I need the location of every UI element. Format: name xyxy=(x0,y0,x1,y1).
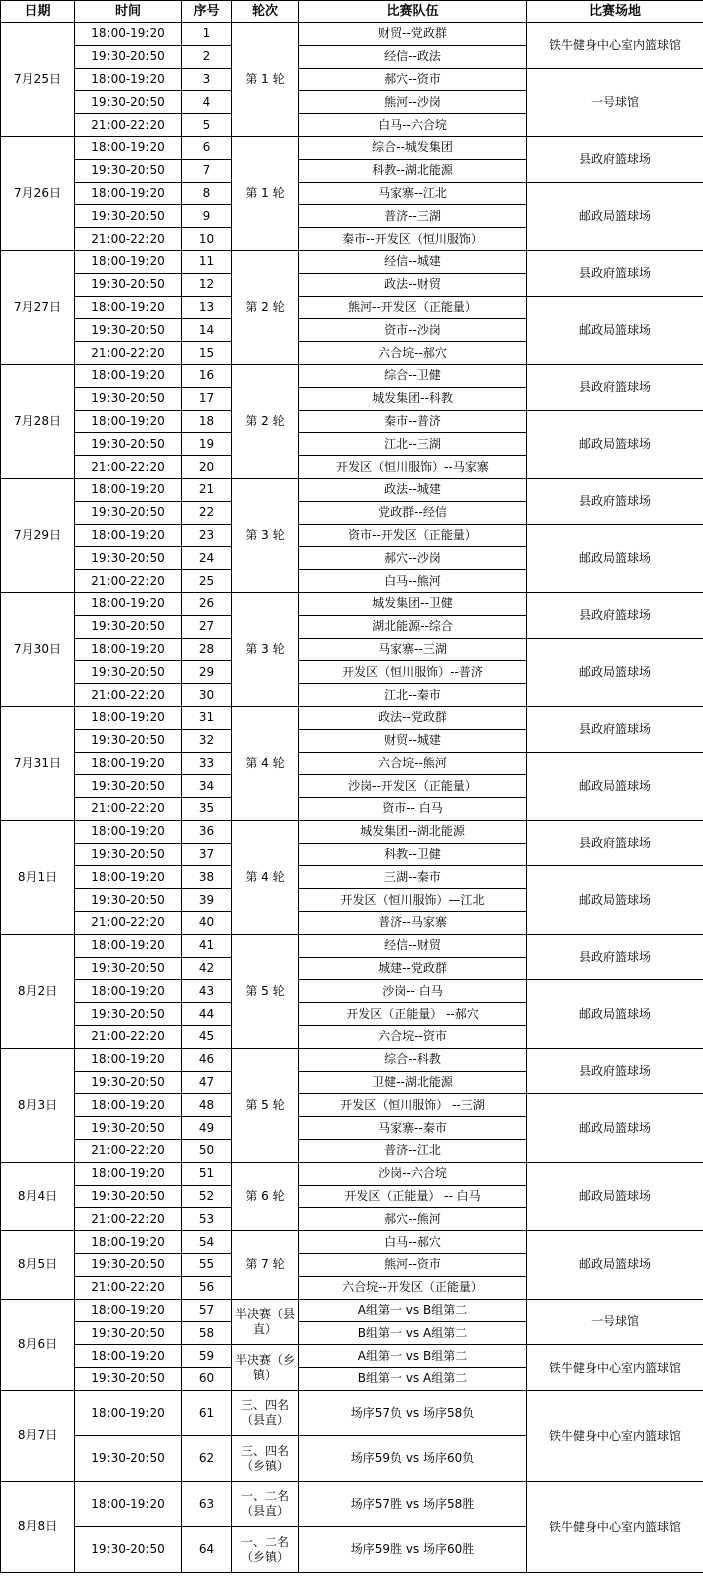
time-cell: 18:00-19:20 xyxy=(75,592,182,615)
round-cell: 第 4 轮 xyxy=(232,706,299,820)
time-cell: 19:30-20:50 xyxy=(75,1003,182,1026)
time-cell: 18:00-19:20 xyxy=(75,752,182,775)
time-cell: 21:00-22:20 xyxy=(75,684,182,707)
time-cell: 19:30-20:50 xyxy=(75,159,182,182)
time-cell: 19:30-20:50 xyxy=(75,1254,182,1277)
number-cell: 5 xyxy=(182,114,232,137)
number-cell: 41 xyxy=(182,934,232,957)
time-cell: 19:30-20:50 xyxy=(75,729,182,752)
teams-cell: 六合垸--开发区（正能量） xyxy=(299,1276,527,1299)
teams-cell: 熊河--开发区（正能量） xyxy=(299,296,527,319)
table-row xyxy=(1,1390,703,1436)
round-cell: 第 3 轮 xyxy=(232,478,299,592)
teams-cell: 政法--城建 xyxy=(299,478,527,501)
time-cell: 19:30-20:50 xyxy=(75,889,182,912)
number-cell: 47 xyxy=(182,1071,232,1094)
time-cell: 19:30-20:50 xyxy=(75,1322,182,1345)
venue-cell: 县政府篮球场 xyxy=(527,1048,703,1094)
date-cell: 7月26日 xyxy=(1,136,75,250)
number-cell: 11 xyxy=(182,250,232,273)
table-row xyxy=(1,820,703,843)
teams-cell: 开发区（正能量） -- 白马 xyxy=(299,1185,527,1208)
teams-cell: 江北--三湖 xyxy=(299,433,527,456)
venue-cell: 邮政局篮球场 xyxy=(527,866,703,934)
time-cell: 18:00-19:20 xyxy=(75,1390,182,1436)
time-cell: 19:30-20:50 xyxy=(75,273,182,296)
time-cell: 18:00-19:20 xyxy=(75,1048,182,1071)
venue-cell: 邮政局篮球场 xyxy=(527,1094,703,1162)
header-date: 日期 xyxy=(1,1,75,23)
round-cell: 第 5 轮 xyxy=(232,934,299,1048)
venue-cell: 一号球馆 xyxy=(527,1299,703,1345)
date-cell: 7月31日 xyxy=(1,706,75,820)
table-row xyxy=(1,478,703,501)
round-cell: 第 4 轮 xyxy=(232,820,299,934)
teams-cell: 资市-- 白马 xyxy=(299,798,527,821)
number-cell: 26 xyxy=(182,592,232,615)
venue-cell: 邮政局篮球场 xyxy=(527,1162,703,1230)
round-cell: 三、四名（县直） xyxy=(232,1390,299,1436)
number-cell: 19 xyxy=(182,433,232,456)
teams-cell: A组第一 vs B组第二 xyxy=(299,1345,527,1368)
time-cell: 21:00-22:20 xyxy=(75,1140,182,1163)
table-row xyxy=(1,182,703,205)
header-time: 时间 xyxy=(75,1,182,23)
venue-cell: 县政府篮球场 xyxy=(527,364,703,410)
date-cell: 8月2日 xyxy=(1,934,75,1048)
teams-cell: 政法--党政群 xyxy=(299,706,527,729)
teams-cell: 经信--政法 xyxy=(299,45,527,68)
venue-cell: 邮政局篮球场 xyxy=(527,410,703,478)
time-cell: 19:30-20:50 xyxy=(75,205,182,228)
teams-cell: 江北--秦市 xyxy=(299,684,527,707)
teams-cell: B组第一 vs A组第二 xyxy=(299,1368,527,1391)
time-cell: 19:30-20:50 xyxy=(75,843,182,866)
time-cell: 21:00-22:20 xyxy=(75,570,182,593)
teams-cell: 湖北能源--综合 xyxy=(299,615,527,638)
number-cell: 15 xyxy=(182,342,232,365)
round-cell: 半决赛（乡镇） xyxy=(232,1345,299,1391)
venue-cell: 邮政局篮球场 xyxy=(527,638,703,706)
table-row xyxy=(1,706,703,729)
teams-cell: 六合垸--熊河 xyxy=(299,752,527,775)
round-cell: 一、二名（县直） xyxy=(232,1481,299,1527)
teams-cell: 城发集团--卫健 xyxy=(299,592,527,615)
venue-cell: 铁牛健身中心室内篮球馆 xyxy=(527,1481,703,1572)
time-cell: 18:00-19:20 xyxy=(75,980,182,1003)
number-cell: 30 xyxy=(182,684,232,707)
number-cell: 3 xyxy=(182,68,232,91)
time-cell: 18:00-19:20 xyxy=(75,638,182,661)
time-cell: 18:00-19:20 xyxy=(75,364,182,387)
number-cell: 52 xyxy=(182,1185,232,1208)
teams-cell: 开发区（恒川服饰） --三湖 xyxy=(299,1094,527,1117)
number-cell: 10 xyxy=(182,228,232,251)
round-cell: 第 7 轮 xyxy=(232,1231,299,1299)
table-row xyxy=(1,638,703,661)
number-cell: 50 xyxy=(182,1140,232,1163)
number-cell: 58 xyxy=(182,1322,232,1345)
time-cell: 18:00-19:20 xyxy=(75,1481,182,1527)
venue-cell: 铁牛健身中心室内篮球馆 xyxy=(527,1390,703,1481)
number-cell: 24 xyxy=(182,547,232,570)
number-cell: 28 xyxy=(182,638,232,661)
date-cell: 8月6日 xyxy=(1,1299,75,1390)
teams-cell: 熊河--资市 xyxy=(299,1254,527,1277)
teams-cell: 秦市--普济 xyxy=(299,410,527,433)
number-cell: 55 xyxy=(182,1254,232,1277)
time-cell: 18:00-19:20 xyxy=(75,1299,182,1322)
time-cell: 19:30-20:50 xyxy=(75,387,182,410)
teams-cell: 马家寨--江北 xyxy=(299,182,527,205)
round-cell: 一、二名（乡镇） xyxy=(232,1527,299,1573)
number-cell: 18 xyxy=(182,410,232,433)
number-cell: 34 xyxy=(182,775,232,798)
time-cell: 19:30-20:50 xyxy=(75,1071,182,1094)
time-cell: 19:30-20:50 xyxy=(75,1368,182,1391)
time-cell: 18:00-19:20 xyxy=(75,410,182,433)
number-cell: 1 xyxy=(182,23,232,46)
number-cell: 6 xyxy=(182,136,232,159)
date-cell: 8月3日 xyxy=(1,1048,75,1162)
number-cell: 48 xyxy=(182,1094,232,1117)
number-cell: 63 xyxy=(182,1481,232,1527)
table-row xyxy=(1,1481,703,1527)
number-cell: 39 xyxy=(182,889,232,912)
number-cell: 29 xyxy=(182,661,232,684)
teams-cell: 开发区（恒川服饰）—江北 xyxy=(299,889,527,912)
number-cell: 38 xyxy=(182,866,232,889)
table-row xyxy=(1,592,703,615)
number-cell: 51 xyxy=(182,1162,232,1185)
number-cell: 2 xyxy=(182,45,232,68)
table-row xyxy=(1,136,703,159)
number-cell: 43 xyxy=(182,980,232,1003)
venue-cell: 县政府篮球场 xyxy=(527,706,703,752)
table-row xyxy=(1,980,703,1003)
teams-cell: 马家寨--秦市 xyxy=(299,1117,527,1140)
teams-cell: 开发区（正能量） --郝穴 xyxy=(299,1003,527,1026)
time-cell: 21:00-22:20 xyxy=(75,456,182,479)
table-row xyxy=(1,1162,703,1185)
teams-cell: 城建--党政群 xyxy=(299,957,527,980)
teams-cell: 政法--财贸 xyxy=(299,273,527,296)
number-cell: 16 xyxy=(182,364,232,387)
number-cell: 12 xyxy=(182,273,232,296)
time-cell: 19:30-20:50 xyxy=(75,1185,182,1208)
time-cell: 19:30-20:50 xyxy=(75,1436,182,1482)
table-row xyxy=(1,1345,703,1368)
teams-cell: 资市--沙岗 xyxy=(299,319,527,342)
time-cell: 18:00-19:20 xyxy=(75,68,182,91)
teams-cell: 科教--湖北能源 xyxy=(299,159,527,182)
teams-cell: 熊河--沙岗 xyxy=(299,91,527,114)
round-cell: 第 5 轮 xyxy=(232,1048,299,1162)
table-row xyxy=(1,364,703,387)
venue-cell: 县政府篮球场 xyxy=(527,592,703,638)
number-cell: 27 xyxy=(182,615,232,638)
number-cell: 56 xyxy=(182,1276,232,1299)
table-row xyxy=(1,1231,703,1254)
teams-cell: 财贸--党政群 xyxy=(299,23,527,46)
teams-cell: 场序59胜 vs 场序60胜 xyxy=(299,1527,527,1573)
number-cell: 17 xyxy=(182,387,232,410)
date-cell: 7月30日 xyxy=(1,592,75,706)
teams-cell: 科教--卫健 xyxy=(299,843,527,866)
number-cell: 23 xyxy=(182,524,232,547)
venue-cell: 县政府篮球场 xyxy=(527,250,703,296)
table-row xyxy=(1,250,703,273)
time-cell: 19:30-20:50 xyxy=(75,45,182,68)
venue-cell: 一号球馆 xyxy=(527,68,703,136)
teams-cell: 财贸--城建 xyxy=(299,729,527,752)
time-cell: 21:00-22:20 xyxy=(75,798,182,821)
teams-cell: 场序57负 vs 场序58负 xyxy=(299,1390,527,1436)
teams-cell: 郝穴--资市 xyxy=(299,68,527,91)
number-cell: 33 xyxy=(182,752,232,775)
teams-cell: 卫健--湖北能源 xyxy=(299,1071,527,1094)
header-number: 序号 xyxy=(182,1,232,23)
number-cell: 31 xyxy=(182,706,232,729)
table-row xyxy=(1,1299,703,1322)
number-cell: 49 xyxy=(182,1117,232,1140)
venue-cell: 县政府篮球场 xyxy=(527,934,703,980)
time-cell: 19:30-20:50 xyxy=(75,957,182,980)
number-cell: 36 xyxy=(182,820,232,843)
teams-cell: 白马--郝穴 xyxy=(299,1231,527,1254)
teams-cell: 经信--城建 xyxy=(299,250,527,273)
number-cell: 53 xyxy=(182,1208,232,1231)
time-cell: 18:00-19:20 xyxy=(75,1162,182,1185)
table-row xyxy=(1,1048,703,1071)
table-row xyxy=(1,296,703,319)
time-cell: 18:00-19:20 xyxy=(75,524,182,547)
time-cell: 18:00-19:20 xyxy=(75,296,182,319)
teams-cell: 白马--熊河 xyxy=(299,570,527,593)
teams-cell: 普济--马家寨 xyxy=(299,912,527,935)
date-cell: 8月8日 xyxy=(1,1481,75,1572)
venue-cell: 邮政局篮球场 xyxy=(527,524,703,592)
table-row xyxy=(1,68,703,91)
table-row xyxy=(1,752,703,775)
teams-cell: B组第一 vs A组第二 xyxy=(299,1322,527,1345)
date-cell: 7月29日 xyxy=(1,478,75,592)
number-cell: 20 xyxy=(182,456,232,479)
time-cell: 18:00-19:20 xyxy=(75,706,182,729)
time-cell: 18:00-19:20 xyxy=(75,182,182,205)
time-cell: 18:00-19:20 xyxy=(75,1345,182,1368)
round-cell: 三、四名（乡镇） xyxy=(232,1436,299,1482)
teams-cell: 开发区（恒川服饰）--普济 xyxy=(299,661,527,684)
time-cell: 19:30-20:50 xyxy=(75,547,182,570)
number-cell: 45 xyxy=(182,1026,232,1049)
teams-cell: 郝穴--沙岗 xyxy=(299,547,527,570)
time-cell: 21:00-22:20 xyxy=(75,1276,182,1299)
number-cell: 60 xyxy=(182,1368,232,1391)
teams-cell: 场序57胜 vs 场序58胜 xyxy=(299,1481,527,1527)
teams-cell: 资市--开发区（正能量） xyxy=(299,524,527,547)
time-cell: 19:30-20:50 xyxy=(75,661,182,684)
number-cell: 4 xyxy=(182,91,232,114)
time-cell: 21:00-22:20 xyxy=(75,1208,182,1231)
number-cell: 46 xyxy=(182,1048,232,1071)
teams-cell: 经信--财贸 xyxy=(299,934,527,957)
time-cell: 18:00-19:20 xyxy=(75,478,182,501)
time-cell: 18:00-19:20 xyxy=(75,866,182,889)
time-cell: 18:00-19:20 xyxy=(75,820,182,843)
number-cell: 7 xyxy=(182,159,232,182)
teams-cell: 普济--江北 xyxy=(299,1140,527,1163)
teams-cell: 场序59负 vs 场序60负 xyxy=(299,1436,527,1482)
time-cell: 19:30-20:50 xyxy=(75,501,182,524)
number-cell: 57 xyxy=(182,1299,232,1322)
time-cell: 18:00-19:20 xyxy=(75,136,182,159)
time-cell: 19:30-20:50 xyxy=(75,319,182,342)
time-cell: 21:00-22:20 xyxy=(75,114,182,137)
teams-cell: 郝穴--熊河 xyxy=(299,1208,527,1231)
table-row xyxy=(1,934,703,957)
time-cell: 19:30-20:50 xyxy=(75,615,182,638)
teams-cell: 综合--卫健 xyxy=(299,364,527,387)
time-cell: 18:00-19:20 xyxy=(75,250,182,273)
time-cell: 18:00-19:20 xyxy=(75,1094,182,1117)
round-cell: 第 3 轮 xyxy=(232,592,299,706)
venue-cell: 邮政局篮球场 xyxy=(527,752,703,820)
venue-cell: 县政府篮球场 xyxy=(527,136,703,182)
number-cell: 64 xyxy=(182,1527,232,1573)
round-cell: 半决赛（县直） xyxy=(232,1299,299,1345)
time-cell: 19:30-20:50 xyxy=(75,1117,182,1140)
teams-cell: 马家寨--三湖 xyxy=(299,638,527,661)
header-round: 轮次 xyxy=(232,1,299,23)
table-row xyxy=(1,524,703,547)
venue-cell: 邮政局篮球场 xyxy=(527,1231,703,1299)
number-cell: 62 xyxy=(182,1436,232,1482)
teams-cell: 白马--六合垸 xyxy=(299,114,527,137)
teams-cell: 城发集团--科教 xyxy=(299,387,527,410)
teams-cell: 六合垸--资市 xyxy=(299,1026,527,1049)
teams-cell: 城发集团--湖北能源 xyxy=(299,820,527,843)
number-cell: 22 xyxy=(182,501,232,524)
time-cell: 19:30-20:50 xyxy=(75,775,182,798)
round-cell: 第 6 轮 xyxy=(232,1162,299,1230)
time-cell: 18:00-19:20 xyxy=(75,1231,182,1254)
venue-cell: 邮政局篮球场 xyxy=(527,182,703,250)
number-cell: 37 xyxy=(182,843,232,866)
number-cell: 21 xyxy=(182,478,232,501)
teams-cell: 六合垸--郝穴 xyxy=(299,342,527,365)
time-cell: 21:00-22:20 xyxy=(75,228,182,251)
number-cell: 59 xyxy=(182,1345,232,1368)
number-cell: 25 xyxy=(182,570,232,593)
date-cell: 7月27日 xyxy=(1,250,75,364)
date-cell: 7月25日 xyxy=(1,23,75,137)
time-cell: 18:00-19:20 xyxy=(75,23,182,46)
time-cell: 21:00-22:20 xyxy=(75,342,182,365)
round-cell: 第 2 轮 xyxy=(232,250,299,364)
time-cell: 19:30-20:50 xyxy=(75,1527,182,1573)
teams-cell: 开发区（恒川服饰）--马家寨 xyxy=(299,456,527,479)
teams-cell: 党政群--经信 xyxy=(299,501,527,524)
number-cell: 8 xyxy=(182,182,232,205)
time-cell: 19:30-20:50 xyxy=(75,91,182,114)
table-row xyxy=(1,866,703,889)
venue-cell: 邮政局篮球场 xyxy=(527,296,703,364)
venue-cell: 铁牛健身中心室内篮球馆 xyxy=(527,1345,703,1391)
teams-cell: 沙岗--六合垸 xyxy=(299,1162,527,1185)
teams-cell: A组第一 vs B组第二 xyxy=(299,1299,527,1322)
round-cell: 第 1 轮 xyxy=(232,23,299,137)
header-venue: 比赛场地 xyxy=(527,1,703,23)
number-cell: 35 xyxy=(182,798,232,821)
round-cell: 第 2 轮 xyxy=(232,364,299,478)
time-cell: 19:30-20:50 xyxy=(75,433,182,456)
round-cell: 第 1 轮 xyxy=(232,136,299,250)
venue-cell: 县政府篮球场 xyxy=(527,478,703,524)
number-cell: 9 xyxy=(182,205,232,228)
number-cell: 32 xyxy=(182,729,232,752)
number-cell: 13 xyxy=(182,296,232,319)
date-cell: 8月1日 xyxy=(1,820,75,934)
header-teams: 比赛队伍 xyxy=(299,1,527,23)
table-row xyxy=(1,1094,703,1117)
table-row xyxy=(1,410,703,433)
teams-cell: 综合--城发集团 xyxy=(299,136,527,159)
date-cell: 8月4日 xyxy=(1,1162,75,1230)
teams-cell: 沙岗-- 白马 xyxy=(299,980,527,1003)
number-cell: 14 xyxy=(182,319,232,342)
teams-cell: 综合--科教 xyxy=(299,1048,527,1071)
teams-cell: 普济--三湖 xyxy=(299,205,527,228)
venue-cell: 邮政局篮球场 xyxy=(527,980,703,1048)
header-row xyxy=(1,1,703,23)
number-cell: 54 xyxy=(182,1231,232,1254)
date-cell: 8月5日 xyxy=(1,1231,75,1299)
teams-cell: 秦市--开发区（恒川服饰） xyxy=(299,228,527,251)
time-cell: 21:00-22:20 xyxy=(75,1026,182,1049)
teams-cell: 沙岗--开发区（正能量） xyxy=(299,775,527,798)
venue-cell: 县政府篮球场 xyxy=(527,820,703,866)
time-cell: 21:00-22:20 xyxy=(75,912,182,935)
venue-cell: 铁牛健身中心室内篮球馆 xyxy=(527,23,703,69)
number-cell: 42 xyxy=(182,957,232,980)
teams-cell: 三湖--秦市 xyxy=(299,866,527,889)
schedule-body xyxy=(1,23,703,1573)
time-cell: 18:00-19:20 xyxy=(75,934,182,957)
number-cell: 40 xyxy=(182,912,232,935)
table-row xyxy=(1,23,703,46)
date-cell: 8月7日 xyxy=(1,1390,75,1481)
date-cell: 7月28日 xyxy=(1,364,75,478)
number-cell: 44 xyxy=(182,1003,232,1026)
number-cell: 61 xyxy=(182,1390,232,1436)
